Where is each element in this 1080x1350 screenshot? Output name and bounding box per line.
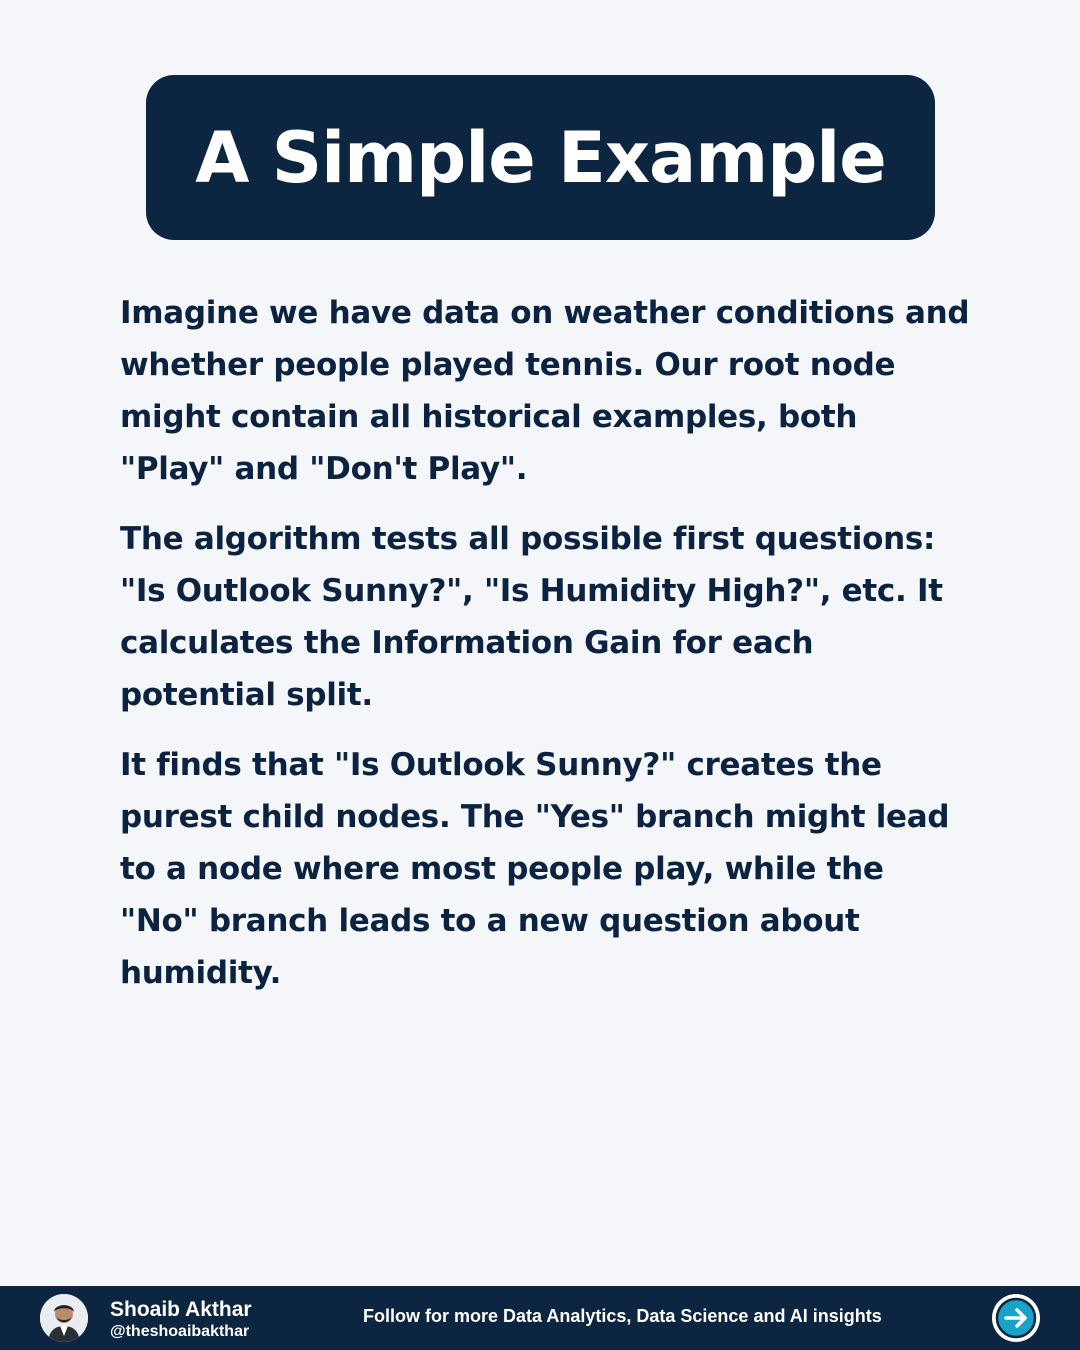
next-slide-button[interactable] xyxy=(992,1294,1040,1342)
author-avatar[interactable] xyxy=(40,1294,88,1342)
arrow-right-circle-icon xyxy=(994,1296,1038,1340)
paragraph-2: The algorithm tests all possible first questions: "Is Outlook Sunny?", "Is Humidity High?", etc. It calculates the Information Gain for each potential split. xyxy=(120,521,943,713)
page-title: A Simple Example xyxy=(195,116,886,199)
paragraph-3: It finds that "Is Outlook Sunny?" creates the purest child nodes. The "Yes" branch might lead to a node where most people play, while the "No" branch leads to a new question about humidity. xyxy=(120,747,950,991)
paragraph-1: Imagine we have data on weather conditions and whether people played tennis. Our root node might contain all historical examples, both "Play" and "Don't Play". xyxy=(120,295,970,487)
title-banner xyxy=(146,75,935,240)
footer-bar xyxy=(0,1286,1080,1350)
author-handle[interactable]: @theshoaibakthar xyxy=(110,1323,250,1340)
person-avatar-icon xyxy=(40,1294,88,1342)
body-content xyxy=(120,287,970,1017)
author-name[interactable]: Shoaib Akthar xyxy=(110,1298,252,1321)
footer-tagline: Follow for more Data Analytics, Data Science and AI insights xyxy=(363,1306,882,1326)
